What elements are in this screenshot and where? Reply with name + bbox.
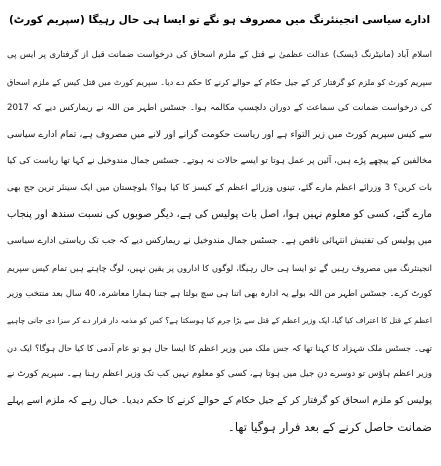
article-line: ضمانت حاصل کرنے کے بعد فرار ہوگیا تھا۔ (228, 420, 432, 435)
article-line: تھی۔ جسٹس ملک شہزاد کا کہنا تھا کہ جس ملک میں وزیر اعظم کا ایسا حال ہو تو عام آدمی کا کیا حال ہوگا؟ ایک دن (7, 342, 432, 353)
article-line: اعظم کے قتل کا اعتراف کیا گیا، ایک وزیر اعظم کے قتل سے بڑا جرم کیا ہوسکتا ہے؟ کس کو مذمہ دار قرار دے کر سزا دی جانی چاہیے (7, 315, 432, 325)
article-line: مخالفین کے پیچھے پڑے ہیں، آئین پر عمل ہوتا تو ایسے حالات نہ ہوتے۔ جسٹس جمال مندوخیل نے کہا تھا ریاست کی کیا (7, 156, 432, 167)
article-line: بات کریں؟ 3 وزرائے اعظم مارے گئے، تینوں وزرائے اعظم کے کیسز کا کیا ہوا؟ بلوچستان میں ایک سینئر ترین جج بھی (7, 182, 432, 193)
article-line: سپریم کورٹ کو ملزم کو گرفتار کر کے جیل حکام کے حوالے کرنے کا حکم دے دیا۔ سپریم کورٹ میں قتل کیس کے ملزم اسحاق (7, 76, 432, 87)
article-line: سے کیس سپریم کورٹ میں زیر التواء ہے اور ریاست حکومت گرانے اور لانے میں مصروف ہے، تمام ادارے سیاسی (7, 129, 432, 140)
article-line: انجینئرنگ میں مصروف رہیں گے تو ایسا ہی حال رہیگا، لوگوں کا اداروں پر یقین نہیں، لوگ چاہتے ہیں تمام کیس سپریم (7, 262, 432, 273)
article-line: میں پولیس کی تفتیش انتہائی ناقص ہے۔ جسٹس جمال مندوخیل نے ریمارکس دیے کہ جب تک ریاستی ادارے سیاسی (7, 236, 432, 247)
article-body (7, 42, 432, 441)
article-line: کورٹ کرے۔ جسٹس اطہر من اللہ بولے یہ ادارہ بھی اتنا ہی سچ بولتا ہے جتنا ہمارا معاشرہ، 40 سال بعد منتخب وزیر (7, 289, 432, 300)
article-headline: ادارے سیاسی انجینئرنگ میں مصروف ہو نگے تو ایسا ہی حال رہیگا (سپریم کورٹ) (8, 14, 431, 26)
article-line: پولیس کو ملزم اسحاق کو گرفتار کر کے جیل حکام کے حوالے کرنے کا حکم دیدیا۔ خیال رہے کہ ملزم اسے پہلے (7, 394, 432, 406)
article-line: اسلام آباد (مانیٹرنگ ڈیسک) عدالت عظمیٰ نے قتل کے ملزم اسحاق کی درخواست ضمانت قبل از گرفتاری پر ایس پی (7, 50, 432, 60)
article-line: کی درخواست ضمانت کی سماعت کے دوران دلچسپ مکالمہ ہوا۔ جسٹس اطہر من اللہ نے ریمارکس دیے کہ 2017 (7, 103, 432, 114)
article-line: مارے گئے، کسی کو معلوم نہیں ہوا، اصل بات پولیس کی ہے، دیگر صوبوں کی نسبت سندھ اور پنجاب (7, 208, 432, 220)
article-line: وزیر اعظم ہاؤس تو دوسرے دن جیل میں ہوتا ہے، کسی کو معلوم نہیں کب تک وزیر اعظم رہنا ہے۔ سپریم کورٹ نے (7, 369, 432, 380)
